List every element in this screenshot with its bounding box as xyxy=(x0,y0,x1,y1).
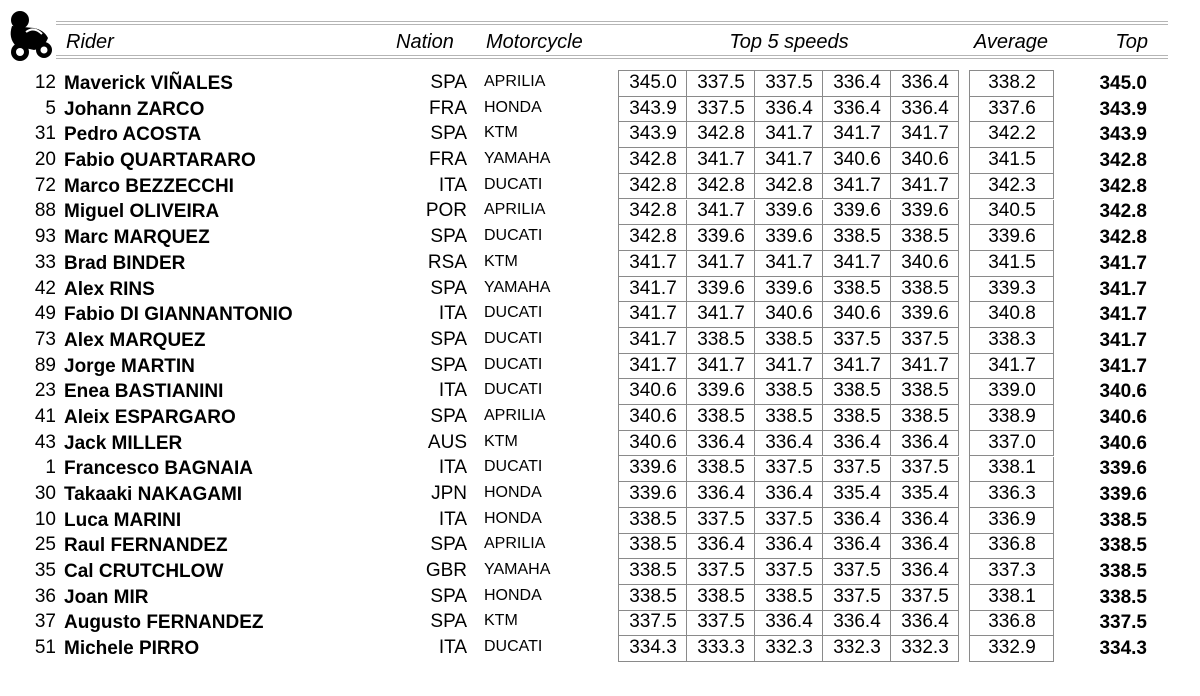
speed-value: 340.6 xyxy=(765,303,813,325)
speed-value: 338.5 xyxy=(629,560,677,582)
table-row xyxy=(0,481,1200,507)
speed-value: 338.5 xyxy=(833,226,881,248)
rider-nation: ITA xyxy=(438,457,467,479)
rider-name: Maverick VIÑALES xyxy=(64,73,233,94)
speed-value: 340.6 xyxy=(901,149,949,171)
speed-value: 336.4 xyxy=(765,611,813,633)
speed-value: 342.8 xyxy=(629,149,677,171)
average-speed: 336.9 xyxy=(988,508,1036,530)
speed-value: 336.4 xyxy=(901,560,949,582)
rider-motorcycle: APRILIA xyxy=(484,535,546,553)
speed-value: 338.5 xyxy=(765,328,813,350)
speed-value: 341.7 xyxy=(901,123,949,145)
table-row xyxy=(0,353,1200,379)
rider-motorcycle: HONDA xyxy=(484,98,542,116)
speed-value: 336.4 xyxy=(901,508,949,530)
rider-name: Brad BINDER xyxy=(64,252,186,274)
top-speed: 338.5 xyxy=(1099,535,1147,557)
rider-nation: SPA xyxy=(430,354,467,376)
speed-value: 337.5 xyxy=(697,97,745,119)
rider-motorcycle: HONDA xyxy=(484,484,542,501)
rider-motorcycle: DUCATI xyxy=(484,304,543,322)
top-speed: 343.9 xyxy=(1099,98,1147,120)
rider-nation: SPA xyxy=(430,328,467,350)
average-speed: 338.3 xyxy=(988,328,1036,350)
speed-value: 339.6 xyxy=(697,226,745,248)
speed-value: 336.4 xyxy=(833,431,881,453)
speed-value: 341.7 xyxy=(765,354,813,376)
speed-value: 341.7 xyxy=(697,200,745,222)
speed-value: 337.5 xyxy=(629,611,677,633)
speed-value: 339.6 xyxy=(629,483,677,504)
top-speed: 341.7 xyxy=(1099,355,1147,377)
speed-value: 339.6 xyxy=(765,226,813,248)
rider-name: Michele PIRRO xyxy=(64,638,200,660)
top-speed: 342.8 xyxy=(1099,201,1147,223)
speed-value: 342.8 xyxy=(629,226,677,248)
table-row xyxy=(0,121,1200,147)
rider-motorcycle: YAMAHA xyxy=(484,150,551,168)
rider-number: 41 xyxy=(34,405,56,427)
speed-value: 342.8 xyxy=(629,174,677,196)
rider-motorcycle: DUCATI xyxy=(484,458,543,476)
table-row xyxy=(0,507,1200,533)
rider-name: Cal CRUTCHLOW xyxy=(64,561,224,583)
speed-value: 338.5 xyxy=(833,380,881,402)
average-speed: 337.0 xyxy=(988,431,1036,453)
speed-value: 341.7 xyxy=(833,123,881,145)
rider-motorcycle: APRILIA xyxy=(484,201,546,219)
average-speed: 339.6 xyxy=(988,226,1036,248)
speed-value: 337.5 xyxy=(765,457,813,479)
top-speed: 341.7 xyxy=(1099,252,1147,274)
speed-value: 339.6 xyxy=(765,200,813,222)
speed-value: 342.8 xyxy=(697,123,745,145)
speed-value: 338.5 xyxy=(765,405,813,427)
speed-value: 341.7 xyxy=(629,277,677,299)
rider-number: 5 xyxy=(45,97,56,119)
rider-nation: ITA xyxy=(438,380,467,402)
rider-nation: SPA xyxy=(430,585,467,607)
top-speed: 341.7 xyxy=(1099,304,1147,326)
speed-value: 337.5 xyxy=(833,585,881,607)
top-speed: 338.5 xyxy=(1099,509,1147,531)
speed-value: 337.5 xyxy=(833,560,881,582)
rider-name: Johann ZARCO xyxy=(64,98,205,120)
rider-motorcycle: KTM xyxy=(484,432,518,450)
speed-value: 337.5 xyxy=(901,328,949,350)
speed-value: 341.7 xyxy=(697,251,745,273)
speed-value: 339.6 xyxy=(901,200,949,222)
average-speed: 341.5 xyxy=(988,149,1036,171)
speed-value: 336.4 xyxy=(901,611,949,633)
rider-number: 37 xyxy=(34,611,56,633)
rider-number: 36 xyxy=(34,585,56,607)
table-row xyxy=(0,198,1200,224)
rider-nation: FRA xyxy=(429,97,467,119)
column-header-rider: Rider xyxy=(66,31,114,53)
table-row xyxy=(0,301,1200,327)
speed-value: 338.5 xyxy=(765,585,813,607)
speed-value: 338.5 xyxy=(697,457,745,479)
speed-value: 338.5 xyxy=(697,405,745,427)
rider-nation: SPA xyxy=(430,405,467,427)
speed-value: 341.7 xyxy=(833,251,881,273)
speed-value: 345.0 xyxy=(629,72,677,93)
speed-value: 337.5 xyxy=(901,457,949,479)
rider-number: 88 xyxy=(34,200,56,222)
speed-value: 337.5 xyxy=(901,585,949,607)
top-speed: 339.6 xyxy=(1099,484,1147,505)
speed-value: 341.7 xyxy=(629,251,677,273)
rider-motorcycle: YAMAHA xyxy=(484,561,551,579)
speed-value: 341.7 xyxy=(765,123,813,145)
table-row xyxy=(0,584,1200,610)
rider-nation: JPN xyxy=(431,483,467,504)
rider-motorcycle: APRILIA xyxy=(484,73,546,90)
average-speed: 338.1 xyxy=(988,585,1036,607)
speed-value: 337.5 xyxy=(697,508,745,530)
table-row xyxy=(0,147,1200,173)
top-speed: 341.7 xyxy=(1099,278,1147,300)
average-speed: 337.3 xyxy=(988,560,1036,582)
speed-value: 336.4 xyxy=(697,431,745,453)
average-speed: 342.2 xyxy=(988,123,1036,145)
average-speed: 339.3 xyxy=(988,277,1036,299)
top-speed: 342.8 xyxy=(1099,227,1147,249)
rider-name: Alex RINS xyxy=(64,278,155,300)
table-row xyxy=(0,532,1200,558)
rider-name: Pedro ACOSTA xyxy=(64,124,202,146)
rider-name: Marc MARQUEZ xyxy=(64,227,210,249)
speed-value: 335.4 xyxy=(833,483,881,504)
speed-value: 336.4 xyxy=(833,97,881,119)
rider-nation: SPA xyxy=(430,226,467,248)
speed-value: 342.8 xyxy=(629,200,677,222)
rider-nation: SPA xyxy=(430,72,467,93)
speed-value: 332.3 xyxy=(765,637,813,659)
rider-nation: SPA xyxy=(430,123,467,145)
top-speed: 342.8 xyxy=(1099,150,1147,172)
rider-number: 35 xyxy=(34,560,56,582)
rider-motorcycle: KTM xyxy=(484,252,518,270)
speed-value: 339.6 xyxy=(901,303,949,325)
speed-value: 338.5 xyxy=(765,380,813,402)
average-speed: 341.5 xyxy=(988,251,1036,273)
speed-value: 338.5 xyxy=(629,534,677,556)
table-row xyxy=(0,173,1200,199)
speed-value: 338.5 xyxy=(901,226,949,248)
speed-value: 340.6 xyxy=(833,149,881,171)
rider-nation: SPA xyxy=(430,611,467,633)
top-speed: 342.8 xyxy=(1099,175,1147,197)
average-speed: 338.9 xyxy=(988,405,1036,427)
average-speed: 336.8 xyxy=(988,611,1036,633)
speed-value: 338.5 xyxy=(697,585,745,607)
table-row xyxy=(0,378,1200,404)
rider-number: 31 xyxy=(34,123,56,145)
table-row xyxy=(0,276,1200,302)
rider-nation: ITA xyxy=(438,303,467,325)
speed-value: 341.7 xyxy=(901,174,949,196)
speed-value: 336.4 xyxy=(765,431,813,453)
average-speed: 340.5 xyxy=(988,200,1036,222)
speed-value: 341.7 xyxy=(765,251,813,273)
table-row xyxy=(0,455,1200,481)
rider-motorcycle: YAMAHA xyxy=(484,278,551,296)
rider-name: Jack MILLER xyxy=(64,432,183,454)
motorcycle-rider-logo xyxy=(4,8,56,64)
speed-value: 341.7 xyxy=(629,303,677,325)
rider-name: Miguel OLIVEIRA xyxy=(64,201,220,223)
average-speed: 337.6 xyxy=(988,97,1036,119)
rider-motorcycle: HONDA xyxy=(484,509,542,527)
rider-number: 49 xyxy=(34,303,56,325)
speed-value: 336.4 xyxy=(833,72,881,93)
table-row xyxy=(0,224,1200,250)
rider-nation: GBR xyxy=(425,560,467,582)
speed-value: 335.4 xyxy=(901,483,949,504)
rider-nation: POR xyxy=(425,200,467,222)
top-speed: 345.0 xyxy=(1099,73,1147,94)
speed-value: 341.7 xyxy=(901,354,949,376)
speed-value: 339.6 xyxy=(629,457,677,479)
rider-name: Fabio DI GIANNANTONIO xyxy=(64,304,293,326)
speed-value: 343.9 xyxy=(629,97,677,119)
speed-value: 341.7 xyxy=(629,354,677,376)
speed-value: 337.5 xyxy=(697,560,745,582)
rider-motorcycle: DUCATI xyxy=(484,638,543,656)
average-speed: 339.0 xyxy=(988,380,1036,402)
rider-nation: AUS xyxy=(427,431,467,453)
rider-number: 20 xyxy=(34,149,56,171)
speed-value: 332.3 xyxy=(833,637,881,659)
rider-number: 43 xyxy=(34,431,56,453)
rider-name: Alex MARQUEZ xyxy=(64,329,206,351)
speed-value: 337.5 xyxy=(833,328,881,350)
top-speed: 338.5 xyxy=(1099,561,1147,583)
rider-number: 42 xyxy=(34,277,56,299)
speed-value: 338.5 xyxy=(629,508,677,530)
rider-number: 93 xyxy=(34,226,56,248)
speed-value: 338.5 xyxy=(833,405,881,427)
rider-name: Fabio QUARTARARO xyxy=(64,150,256,172)
rider-number: 51 xyxy=(34,637,56,659)
speed-value: 341.7 xyxy=(697,303,745,325)
table-row xyxy=(0,609,1200,635)
speed-value: 338.5 xyxy=(833,277,881,299)
rider-name: Raul FERNANDEZ xyxy=(64,535,228,557)
speed-value: 336.4 xyxy=(901,431,949,453)
rider-number: 33 xyxy=(34,251,56,273)
column-header-motorcycle: Motorcycle xyxy=(486,31,583,53)
rider-number: 23 xyxy=(34,380,56,402)
speed-value: 341.7 xyxy=(697,149,745,171)
speed-value: 339.6 xyxy=(833,200,881,222)
rider-name: Jorge MARTIN xyxy=(64,355,195,377)
speed-value: 338.5 xyxy=(901,380,949,402)
rider-name: Enea BASTIANINI xyxy=(64,381,224,403)
speed-value: 343.9 xyxy=(629,123,677,145)
speed-value: 334.3 xyxy=(629,637,677,659)
speed-value: 336.4 xyxy=(765,97,813,119)
rider-name: Luca MARINI xyxy=(64,509,182,531)
speed-value: 341.7 xyxy=(629,328,677,350)
rider-motorcycle: KTM xyxy=(484,124,518,142)
top-speed: 339.6 xyxy=(1099,458,1147,480)
rider-name: Joan MIR xyxy=(64,586,149,608)
average-speed: 338.2 xyxy=(988,72,1036,93)
speed-value: 336.4 xyxy=(697,483,745,504)
speed-value: 336.4 xyxy=(901,72,949,93)
speed-value: 340.6 xyxy=(901,251,949,273)
speed-value: 336.4 xyxy=(765,534,813,556)
average-speed: 338.1 xyxy=(988,457,1036,479)
table-row xyxy=(0,327,1200,353)
speed-value: 337.5 xyxy=(697,72,745,93)
average-speed: 336.8 xyxy=(988,534,1036,556)
rider-number: 12 xyxy=(34,72,56,93)
top-speed: 343.9 xyxy=(1099,124,1147,146)
rider-nation: RSA xyxy=(427,251,467,273)
speed-value: 339.6 xyxy=(697,380,745,402)
table-row xyxy=(0,430,1200,456)
rider-number: 89 xyxy=(34,354,56,376)
speed-value: 336.4 xyxy=(833,534,881,556)
rider-motorcycle: KTM xyxy=(484,612,518,630)
rider-name: Francesco BAGNAIA xyxy=(64,458,253,480)
column-header-nation: Nation xyxy=(396,31,454,53)
speed-value: 337.5 xyxy=(765,72,813,93)
speed-value: 336.4 xyxy=(901,534,949,556)
rider-motorcycle: DUCATI xyxy=(484,329,543,347)
speed-value: 339.6 xyxy=(697,277,745,299)
table-row xyxy=(0,404,1200,430)
speed-value: 337.5 xyxy=(765,560,813,582)
speed-value: 341.7 xyxy=(833,354,881,376)
rider-nation: ITA xyxy=(438,174,467,196)
rider-number: 25 xyxy=(34,534,56,556)
speed-table xyxy=(0,70,1200,661)
rider-motorcycle: DUCATI xyxy=(484,381,543,399)
rider-motorcycle: DUCATI xyxy=(484,355,543,373)
speed-value: 336.4 xyxy=(765,483,813,504)
table-row xyxy=(0,96,1200,122)
rider-motorcycle: APRILIA xyxy=(484,406,546,424)
speed-value: 336.4 xyxy=(697,534,745,556)
speed-value: 340.6 xyxy=(629,405,677,427)
table-row xyxy=(0,558,1200,584)
rider-motorcycle: HONDA xyxy=(484,586,542,604)
top-speed: 337.5 xyxy=(1099,612,1147,634)
rider-number: 10 xyxy=(34,508,56,530)
speed-value: 340.6 xyxy=(629,380,677,402)
rider-nation: ITA xyxy=(438,637,467,659)
table-row xyxy=(0,70,1200,96)
speed-value: 336.4 xyxy=(833,508,881,530)
rider-number: 72 xyxy=(34,174,56,196)
average-speed: 342.3 xyxy=(988,174,1036,196)
speed-value: 337.5 xyxy=(833,457,881,479)
rider-nation: SPA xyxy=(430,277,467,299)
speed-value: 338.5 xyxy=(901,277,949,299)
rider-nation: ITA xyxy=(438,508,467,530)
top-speed: 334.3 xyxy=(1099,638,1147,660)
top-speed: 341.7 xyxy=(1099,329,1147,351)
speed-value: 336.4 xyxy=(901,97,949,119)
speed-value: 340.6 xyxy=(629,431,677,453)
speed-value: 340.6 xyxy=(833,303,881,325)
rider-name: Takaaki NAKAGAMI xyxy=(64,484,243,505)
speed-value: 342.8 xyxy=(765,174,813,196)
speed-value: 341.7 xyxy=(765,149,813,171)
top-speed: 340.6 xyxy=(1099,381,1147,403)
speed-value: 341.7 xyxy=(697,354,745,376)
header-rule-bottom-inner xyxy=(56,55,1168,56)
header-rule-top xyxy=(56,21,1168,22)
average-speed: 341.7 xyxy=(988,354,1036,376)
rider-nation: SPA xyxy=(430,534,467,556)
speed-value: 337.5 xyxy=(697,611,745,633)
rider-motorcycle: DUCATI xyxy=(484,175,543,193)
rider-name: Aleix ESPARGARO xyxy=(64,406,236,428)
table-row xyxy=(0,635,1200,661)
speed-value: 342.8 xyxy=(697,174,745,196)
top-speed: 340.6 xyxy=(1099,432,1147,454)
speed-value: 339.6 xyxy=(765,277,813,299)
header-rule-top-inner xyxy=(56,24,1168,25)
speed-value: 338.5 xyxy=(629,585,677,607)
average-speed: 332.9 xyxy=(988,637,1036,659)
speed-value: 338.5 xyxy=(901,405,949,427)
speed-value: 337.5 xyxy=(765,508,813,530)
average-speed: 336.3 xyxy=(988,483,1036,504)
rider-name: Marco BEZZECCHI xyxy=(64,175,234,197)
table-row xyxy=(0,250,1200,276)
column-header-average: Average xyxy=(973,31,1049,53)
speed-value: 333.3 xyxy=(697,637,745,659)
top-speed: 340.6 xyxy=(1099,406,1147,428)
speed-value: 341.7 xyxy=(833,174,881,196)
top-speed: 338.5 xyxy=(1099,586,1147,608)
column-header-top: Top xyxy=(1115,31,1148,53)
rider-number: 1 xyxy=(45,457,56,479)
rider-number: 73 xyxy=(34,328,56,350)
rider-name: Augusto FERNANDEZ xyxy=(64,612,264,634)
column-header-top5-speeds: Top 5 speeds xyxy=(729,31,849,53)
header-rule-bottom xyxy=(56,58,1168,59)
speed-value: 336.4 xyxy=(833,611,881,633)
rider-number: 30 xyxy=(34,483,56,504)
rider-nation: FRA xyxy=(429,149,467,171)
speed-value: 338.5 xyxy=(697,328,745,350)
average-speed: 340.8 xyxy=(988,303,1036,325)
rider-motorcycle: DUCATI xyxy=(484,227,543,245)
speed-value: 332.3 xyxy=(901,637,949,659)
